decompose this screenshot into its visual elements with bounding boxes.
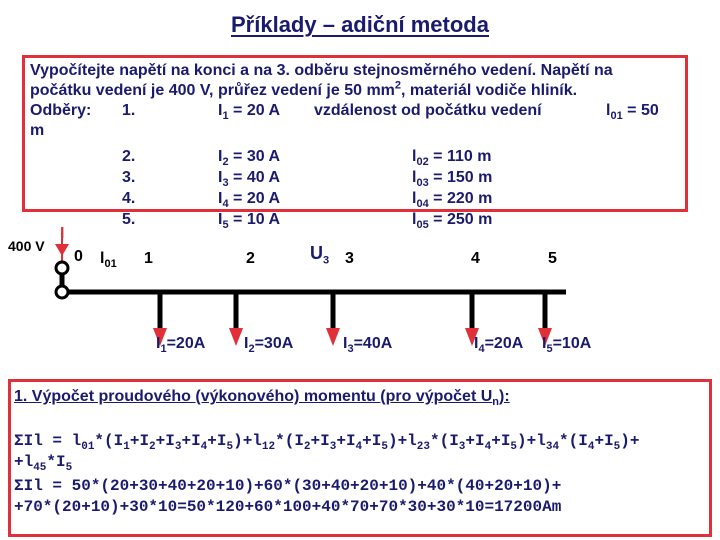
load-number-4: 4. (122, 190, 136, 207)
load-label-1: $I_1=20A$ (156, 335, 206, 356)
node-label-4: 4 (471, 250, 480, 267)
problem-line-2: počátku vedení je 400 V, průřez vedení je 50 $mm^2$, materiál vodiče hliník. (30, 79, 578, 99)
source-voltage: 400 V (8, 238, 45, 254)
load-number-1: 1. (122, 102, 136, 119)
load-distance-3: $l_{03} = 150$ m (412, 169, 493, 190)
load-label-4: $I_4=20A$ (474, 335, 524, 356)
load-number-5: 5. (122, 211, 136, 228)
source-terminal-bottom (56, 286, 68, 298)
node-label-1: 1 (144, 250, 153, 267)
formula-line-3: ΣIl = 50*(20+30+40+20+10)+60*(30+40+20+10)+40*(40+20+10)+ (14, 477, 562, 495)
node-label-3: 3 (345, 250, 354, 267)
source-current-label: I (60, 225, 65, 242)
load-arrow-3 (326, 328, 340, 346)
load-label-5: $I_5=10A$ (542, 335, 592, 356)
load-current-1: $I_1 = 20$ A (218, 102, 281, 123)
load-label-3: $I_3=40A$ (343, 335, 393, 356)
source-current-arrow (55, 244, 69, 256)
load-distance-5: $l_{05} = 250$ m (412, 211, 493, 232)
load-current-2: $I_2 = 30$ A (218, 148, 281, 169)
load-current-5: $I_5 = 10$ A (218, 211, 281, 232)
solution-heading: 1. Výpočet proudového (výkonového) momentu (pro výpočet $U_n$): (14, 388, 510, 409)
load-label-2: $I_2=30A$ (244, 335, 294, 356)
load-current-3: $I_3 = 40$ A (218, 169, 281, 190)
page-title: Příklady – adiční metoda (231, 12, 489, 37)
load-number-2: 2. (122, 148, 136, 165)
formula-line-2: $+l_{45}*I_5$ (14, 453, 73, 475)
distance-label: vzdálenost od počátku vedení (314, 102, 542, 119)
l01-label: $l_{01}$ (100, 250, 117, 271)
formula-line-1: $\Sigma Il = l_{01}*(I_1+I_2+I_3+I_4+I_5)+l_{12}*(I_2+I_3+I_4+I_5)+l_{23}*(I_3+I_4+I_5)+l_{34}*(I_4+I_5)+$ (14, 432, 640, 454)
node-label-2: 2 (246, 250, 255, 267)
u3-label: $U_3$ (310, 243, 330, 267)
m-unit-wrap: m (30, 122, 45, 139)
node-0-label: 0 (74, 248, 83, 265)
load-distance-4: $l_{04} = 220$ m (412, 190, 493, 211)
problem-line-1: Vypočítejte napětí na konci a na 3. odběru stejnosměrného vedení. Napětí na (30, 62, 613, 79)
load-number-3: 3. (122, 169, 136, 186)
load-distance-1: $l_{01} = 50$ (606, 102, 659, 123)
formula-line-4: +70*(20+10)+30*10=50*120+60*100+40*70+70*30+30*10=17200Am (14, 498, 562, 516)
source-terminal-top (56, 262, 68, 274)
odbery-label: Odběry: (30, 102, 92, 119)
node-label-5: 5 (548, 250, 557, 267)
load-distance-2: $l_{02} = 110$ m (412, 148, 492, 169)
load-current-4: $I_4 = 20$ A (218, 190, 281, 211)
load-arrow-2 (229, 328, 243, 346)
